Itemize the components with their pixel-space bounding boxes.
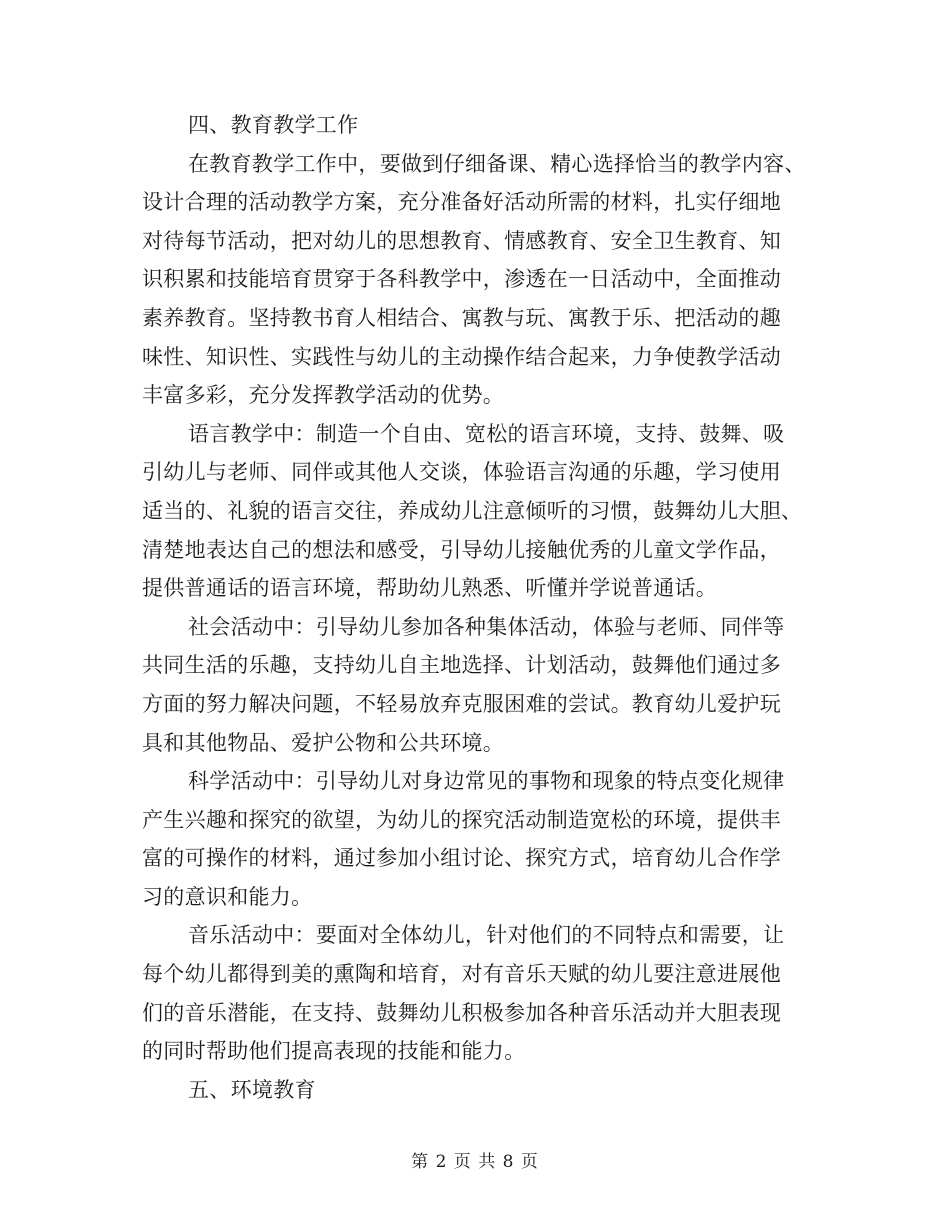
paragraph-line: 方面的努力解决问题，不轻易放弃克服困难的尝试。教育幼儿爱护玩 — [142, 691, 781, 716]
paragraph-line: 社会活动中：引导幼儿参加各种集体活动，体验与老师、同伴等 — [188, 614, 785, 639]
paragraph-line: 音乐活动中：要面对全体幼儿，针对他们的不同特点和需要，让 — [188, 923, 785, 948]
paragraph-line: 提供普通话的语言环境，帮助幼儿熟悉、听懂并学说普通话。 — [142, 576, 718, 601]
paragraph-line: 语言教学中：制造一个自由、宽松的语言环境，支持、鼓舞、吸 — [188, 421, 785, 446]
paragraph-line: 科学活动中：引导幼儿对身边常见的事物和现象的特点变化规律 — [188, 769, 785, 794]
paragraph-line: 富的可操作的材料，通过参加小组讨论、探究方式，培育幼儿合作学 — [142, 846, 781, 871]
paragraph-line: 共同生活的乐趣，支持幼儿自主地选择、计划活动，鼓舞他们通过多 — [142, 653, 781, 678]
paragraph-line: 对待每节活动，把对幼儿的思想教育、情感教育、安全卫生教育、知 — [142, 228, 781, 253]
paragraph-line: 在教育教学工作中，要做到仔细备课、精心选择恰当的教学内容、 — [188, 151, 806, 176]
paragraph-line: 识积累和技能培育贯穿于各科教学中，渗透在一日活动中，全面推动 — [142, 267, 781, 292]
paragraph-line: 丰富多彩，充分发挥教学活动的优势。 — [142, 383, 505, 408]
paragraph-line: 味性、知识性、实践性与幼儿的主动操作结合起来，力争使教学活动 — [142, 344, 781, 369]
paragraph-line: 设计合理的活动教学方案，充分准备好活动所需的材料，扎实仔细地 — [142, 190, 781, 215]
document-body — [142, 106, 812, 1109]
paragraph-line: 具和其他物品、爱护公物和公共环境。 — [142, 730, 505, 755]
paragraph-line: 们的音乐潜能，在支持、鼓舞幼儿积极参加各种音乐活动并大胆表现 — [142, 1000, 781, 1025]
paragraph-line: 的同时帮助他们提高表现的技能和能力。 — [142, 1039, 526, 1064]
paragraph-line: 引幼儿与老师、同伴或其他人交谈，体验语言沟通的乐趣，学习使用 — [142, 460, 781, 485]
paragraph-line: 每个幼儿都得到美的熏陶和培育，对有音乐天赋的幼儿要注意进展他 — [142, 962, 781, 987]
paragraph-line: 习的意识和能力。 — [142, 884, 313, 909]
paragraph-line: 素养教育。坚持教书育人相结合、寓教与玩、寓教于乐、把活动的趣 — [142, 305, 781, 330]
paragraph-line: 产生兴趣和探究的欲望，为幼儿的探究活动制造宽松的环境，提供丰 — [142, 807, 781, 832]
paragraph-line: 适当的、礼貌的语言交往，养成幼儿注意倾听的习惯，鼓舞幼儿大胆、 — [142, 498, 803, 523]
section-heading: 四、教育教学工作 — [188, 113, 359, 137]
section-heading: 五、环境教育 — [188, 1077, 316, 1102]
paragraph-line: 清楚地表达自己的想法和感受，引导幼儿接触优秀的儿童文学作品， — [142, 537, 781, 562]
page-number: 第 2 页 共 8 页 — [411, 1152, 539, 1172]
